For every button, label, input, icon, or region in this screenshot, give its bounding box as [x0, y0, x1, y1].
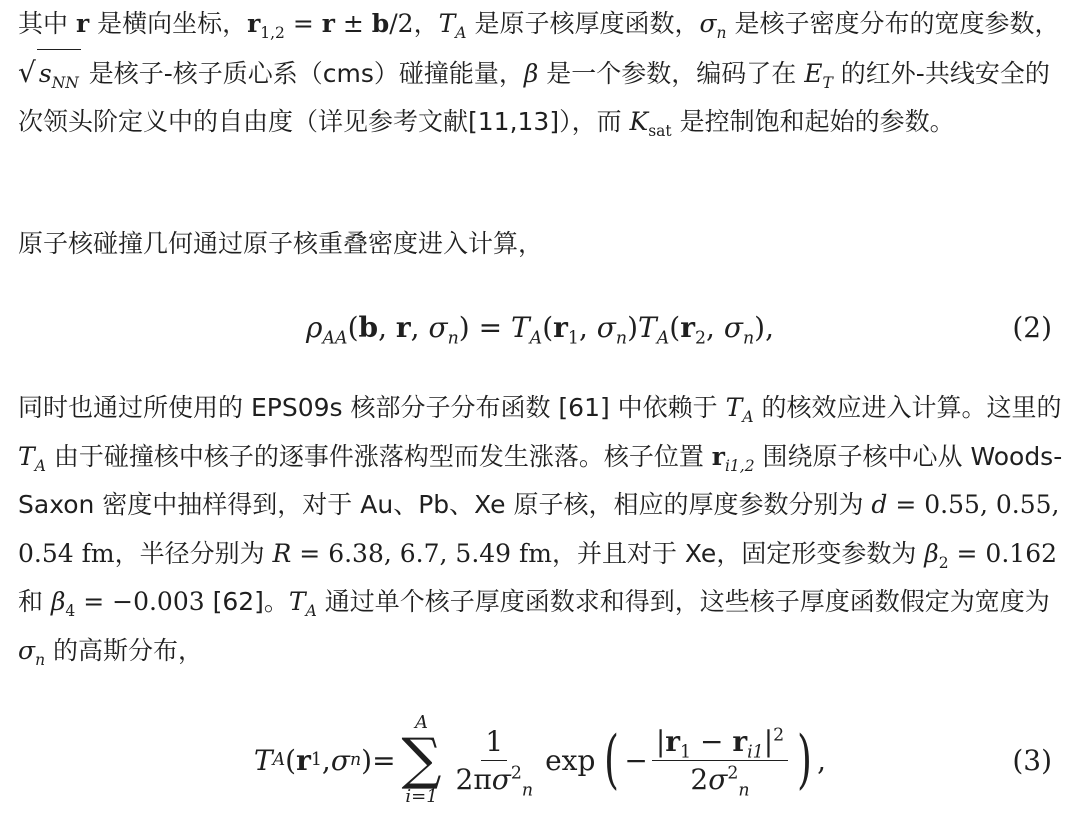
math-comma: , [817, 743, 827, 777]
math-paren: ( [669, 310, 681, 344]
math-subscript: n [35, 650, 46, 669]
math-vector-r: r [75, 9, 90, 38]
math-vector-r: r [665, 724, 681, 758]
math-subscript: 2 [938, 553, 949, 572]
math-subscript: A [529, 328, 543, 349]
paragraph-parameters [18, 0, 1063, 147]
math-superscript: 2 [773, 725, 785, 746]
math-vector-r: r [680, 310, 695, 344]
math-comma: , [706, 310, 724, 344]
math-symbol-T: T [725, 393, 743, 422]
math-values: = −0.003 [75, 587, 205, 616]
fraction-gaussian [652, 724, 788, 801]
fraction-numerator [652, 725, 788, 761]
text-span: 的红外-共线安全的次领头阶定义中的自由度（详见参考文献[11,13]），而 [18, 58, 1050, 136]
math-vector-r: r [553, 310, 568, 344]
math-subscript: 2 [694, 328, 707, 349]
math-exp: exp [545, 743, 596, 777]
math-paren: ) [627, 310, 639, 344]
math-vector-r: r [321, 9, 335, 38]
text-span: 是原子核厚度函数， [466, 9, 700, 38]
math-vector-r: r [711, 441, 725, 471]
math-subscript: A [742, 408, 754, 426]
math-symbol-s: s [38, 58, 52, 88]
math-superscript: 2 [510, 763, 522, 784]
equation-number: (2) [1012, 310, 1052, 344]
math-symbol-E: E [804, 58, 823, 88]
math-symbol-beta: β [523, 58, 539, 88]
math-paren: ( [285, 743, 297, 777]
sum-lower-limit: i=1 [405, 786, 438, 807]
math-subscript: A [34, 456, 46, 475]
math-symbol-T: T [253, 743, 273, 777]
math-subscript: n [738, 780, 750, 801]
math-subscript: NN [51, 73, 79, 92]
sum-symbol: ∑ [401, 727, 442, 792]
math-vector-r: r [296, 743, 311, 777]
math-comma: , [578, 310, 597, 344]
math-values: = 0.55, 0.55, 0.54 fm [18, 490, 1060, 568]
math-equals: = [372, 743, 396, 777]
text-span: 是核子密度分布的宽度参数， [726, 9, 1060, 38]
fraction-denominator [452, 761, 538, 801]
equation-3: T A ( r 1 , σ n ) = A ∑ i=1 $\frac{1}{2\pi\sigma^2_n}$ exp ( − $\frac{|r_1 - r_{i1}|^2}{2\sigma^2_n}$ ) , (3) [253, 712, 1052, 807]
math-subscript: A [455, 24, 467, 42]
math-symbol-sigma: σ [330, 743, 350, 777]
math-abs-bar: | [763, 724, 774, 758]
math-symbol-T: T [18, 441, 35, 471]
text-span: ，半径分别为 [114, 538, 273, 568]
text-span: 是一个参数，编码了在 [538, 58, 805, 88]
math-symbol-K: K [629, 107, 649, 136]
math-symbol-T: T [288, 587, 306, 616]
math-minus: − [624, 743, 648, 777]
math-operator: ± [334, 9, 372, 38]
text-span: 的核效应进入计算。这里的 [753, 393, 1062, 422]
math-subscript: 1 [680, 742, 692, 763]
math-subscript: i1,2 [724, 456, 755, 475]
math-big-paren: ) [797, 723, 813, 797]
fraction-numerator: 1 [481, 725, 507, 761]
paragraph-nuclear-effects [18, 384, 1063, 675]
math-values: = 0.162 [948, 538, 1058, 568]
text-span: ，并且对于 Xe，固定形变参数为 [551, 538, 925, 568]
math-subscript: A [305, 602, 317, 620]
math-subscript: n [615, 328, 628, 349]
math-equals: = [469, 310, 511, 344]
math-comma: , [410, 310, 429, 344]
math-subscript: 1,2 [260, 24, 285, 42]
math-abs-bar: | [655, 724, 666, 758]
math-sqrt-sign: √ [18, 55, 36, 89]
math-symbol-sigma: σ [428, 310, 448, 344]
math-subscript: n [742, 328, 755, 349]
fraction-normalization [452, 724, 538, 801]
math-text: 2 [690, 762, 709, 796]
math-comma: , [378, 310, 396, 344]
math-paren: ) [361, 743, 373, 777]
math-big-paren: ( [604, 723, 620, 797]
summation [402, 714, 442, 806]
sum-upper-limit: A [415, 712, 429, 733]
math-paren: ), [754, 310, 774, 344]
text-span: [62]。 [204, 587, 289, 616]
math-subscript: i1 [747, 742, 764, 763]
math-vector-b: b [358, 310, 379, 344]
math-subscript: sat [648, 122, 672, 140]
math-subscript: 4 [65, 602, 76, 620]
math-symbol-rho: ρ [306, 310, 323, 344]
math-paren: ( [347, 310, 359, 344]
math-operator: = [284, 9, 322, 38]
math-symbol-sigma: σ [708, 762, 728, 796]
math-text: 2π [455, 762, 492, 796]
text-span: 是控制饱和起始的参数。 [671, 107, 955, 136]
fraction-denominator [686, 761, 753, 801]
math-subscript: A [656, 328, 670, 349]
math-symbol-beta: β [50, 587, 66, 616]
text-span: 是核子-核子质心系（cms）碰撞能量， [80, 58, 524, 88]
math-vector-b: b [371, 9, 390, 38]
math-symbol-T: T [438, 9, 456, 38]
math-minus: − [691, 724, 733, 758]
math-subscript: AA [322, 328, 348, 349]
text-span: 由于碰撞核中核子的逐事件涨落构型而发生涨落。核子位置 [45, 441, 712, 471]
text-span: 的高斯分布， [45, 635, 204, 665]
math-superscript: 2 [727, 763, 739, 784]
text-span: ， [413, 9, 439, 38]
math-vector-r: r [395, 310, 411, 344]
math-operator: /2 [389, 9, 414, 38]
math-symbol-beta: β [924, 538, 939, 568]
math-subscript: T [822, 73, 833, 92]
math-symbol-d: d [871, 490, 888, 519]
math-subscript: 1 [567, 328, 579, 349]
text-span: 通过单个核子厚度函数求和得到，这些核子厚度函数假定为宽度为 [316, 587, 1050, 616]
math-symbol-sigma: σ [723, 310, 743, 344]
text-span: 和 [18, 587, 51, 616]
text-span: 是横向坐标， [89, 9, 248, 38]
paragraph-geometry: 原子核碰撞几何通过原子核重叠密度进入计算， [18, 229, 544, 258]
math-comma: , [321, 743, 331, 777]
text-span: 围绕原子核中心从 Woods-Saxon 密度中抽样得到，对于 Au、Pb、Xe 原子核，相应的厚度参数分别为 [18, 441, 1063, 519]
text-span: 其中 [18, 9, 76, 38]
math-paren: ( [542, 310, 554, 344]
math-symbol-sigma: σ [596, 310, 616, 344]
equation-2 [0, 302, 1080, 352]
text-span: 同时也通过所使用的 EPS09s 核部分子分布函数 [61] 中依赖于 [18, 393, 726, 422]
math-subscript: n [716, 24, 727, 42]
math-values: = 6.38, 6.7, 5.49 fm [291, 538, 552, 568]
equation-number: (3) [1012, 743, 1052, 777]
math-symbol-T: T [638, 310, 657, 344]
math-symbol-sigma: σ [699, 9, 717, 38]
math-vector-r: r [247, 9, 261, 38]
math-symbol-T: T [510, 310, 530, 344]
math-subscript: n [447, 328, 459, 349]
math-symbol-sigma: σ [491, 762, 511, 796]
math-symbol-R: R [272, 538, 292, 568]
math-subscript: n [521, 780, 534, 801]
math-symbol-sigma: σ [18, 635, 36, 665]
math-vector-r: r [732, 724, 748, 758]
math-paren: ) [458, 310, 470, 344]
